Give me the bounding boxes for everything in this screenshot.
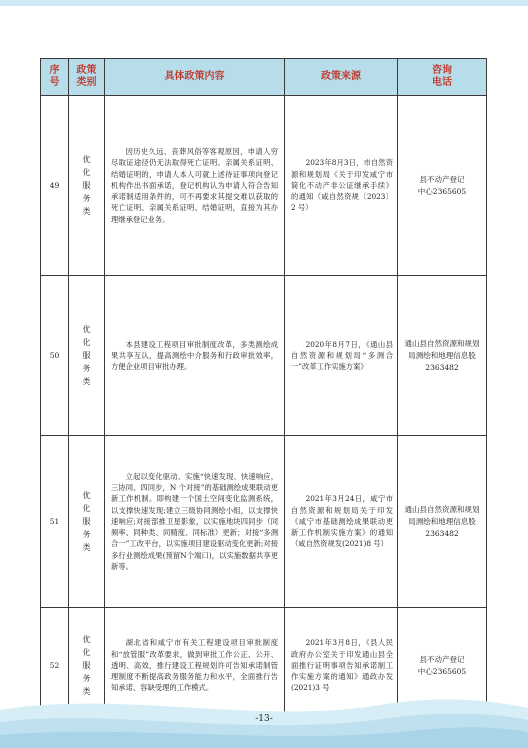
row-phone: 通山县自然资源和规划局测绘和地理信息股2363482 <box>398 276 487 436</box>
row-content: 本县建设工程项目审批制度改革，多类测绘成果共享互认，提高测绘中介服务和行政审批效率，方便企业项目审批办理。 <box>105 276 285 436</box>
header-source: 政策来源 <box>285 59 398 96</box>
row-category: 优化服务类 <box>69 276 105 436</box>
row-number: 51 <box>41 436 69 608</box>
page-number: -13- <box>255 714 273 724</box>
row-phone: 县不动产登记中心2365605 <box>398 608 487 724</box>
header-phone: 咨询电话 <box>398 59 487 96</box>
row-phone: 通山县自然资源和规划局测绘和地理信息股2363482 <box>398 436 487 608</box>
row-content: 湖北省和咸宁市有关工程建设项目审批制度和“放管服”改革要求，做到审批工作公正、公开、透明、高效，推行建设工程规划许可告知承诺制管理制度不断提高政务服务能力和水平，全面推行告知承诺、容缺受理的工作模式。 <box>105 608 285 724</box>
table-row <box>41 96 487 276</box>
row-number: 49 <box>41 96 69 276</box>
row-category: 优化服务类 <box>69 96 105 276</box>
row-phone: 县不动产登记中心2365605 <box>398 96 487 276</box>
row-content: 立起以变化驱动、实施“快速发现、快速响应，三协同、四同步，N 个对接”的基础测绘成果联动更新工作机制。即构建一个国土空间变化监测系统，以支撑快速发现;建立三级协同测绘小组，以支撑快速响应;对接部推卫星影象，以实施地块四同步（同频率、同种类、同精度、同标准）更新；对接“多测合一”工改平台，以实施项目建设驱动变化更新;对接多行业测绘成果(预留N个端口)，以实施数据共享更新等。 <box>105 436 285 608</box>
header-category: 政策类别 <box>69 59 105 96</box>
table-header-row <box>41 59 487 96</box>
row-content: 因历史久远、丧葬风俗等客观原因，申请人穷尽取证途径仍无法取得死亡证明、亲属关系证明、结婚证明的，申请人本人可就上述待证事项向登记机构作出书面承诺，登记机构认为申请人符合告知承诺制适用条件的，可不再要求其提交难以获取的死亡证明、亲属关系证明、结婚证明，直接为其办 理继承登记业务。 <box>105 96 285 276</box>
row-category: 优化服务类 <box>69 436 105 608</box>
policy-table <box>40 58 487 724</box>
row-category: 优化服务类 <box>69 608 105 724</box>
row-source: 2023年8月3日，市自然资源和规划局《关于印发咸宁市简化不动产非公证继承手续》的通知（咸自然资规〔2023〕2 号） <box>285 96 398 276</box>
row-source: 2020年8月7日，《通山县自然资源和规划局“多测合一”改革工作实施方案》 <box>285 276 398 436</box>
row-number: 52 <box>41 608 69 724</box>
policy-table-container <box>40 58 486 724</box>
header-content: 具体政策内容 <box>105 59 285 96</box>
row-source: 2021年3月24日，咸宁市自然资源和规划局关于印发《咸宁市基础测绘成果联动更新工作机制实施方案》的通知（咸自然资规发(2021)8 号） <box>285 436 398 608</box>
table-row <box>41 276 487 436</box>
row-number: 50 <box>41 276 69 436</box>
top-border <box>0 0 528 6</box>
row-source: 2021年3月8日，《县人民政府办公室关于印发通山县全面推行证明事项告知承诺制工作实施方案的通知》通政办发(2021)3 号 <box>285 608 398 724</box>
table-row <box>41 436 487 608</box>
header-no: 序号 <box>41 59 69 96</box>
